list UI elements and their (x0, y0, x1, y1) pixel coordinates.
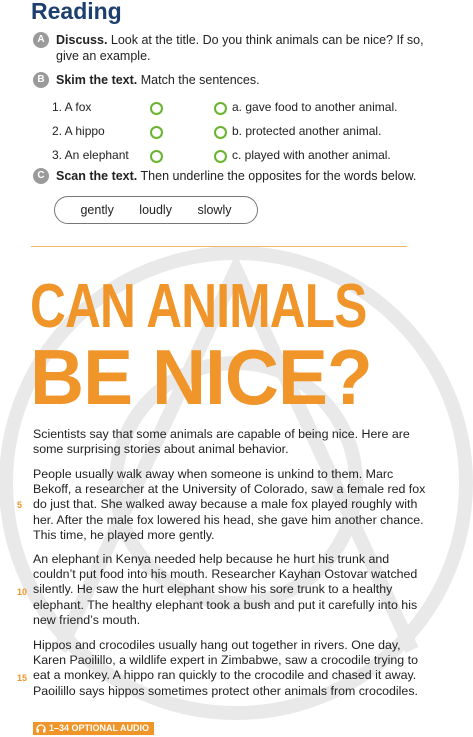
word-gently[interactable]: gently (80, 203, 114, 217)
divider (31, 246, 407, 247)
task-b-badge: B (33, 72, 49, 88)
match-row-2 (52, 124, 452, 140)
task-b-text: Match the sentences. (137, 73, 260, 87)
match-circle-left-1[interactable] (150, 102, 163, 115)
headphones-icon (36, 724, 46, 733)
word-loudly[interactable]: loudly (139, 203, 172, 217)
match-left-3: 3. An elephant (52, 148, 129, 162)
match-right-c: c. played with another animal. (232, 148, 391, 162)
task-b (33, 72, 433, 88)
article-intro: Scientists say that some animals are capable of being nice. Here are some surprising stories about animal behavior. (33, 427, 410, 457)
article-paragraph-3: Hippos and crocodiles usually hang out together in rivers. One day, Karen Paoilillo, a wildlife expert in Zimbabwe, saw a crocodile trying to eat a monkey. A hippo ran quickly to the crocodile and chased it away. Paoilillo says hippos sometimes protect other animals from crocodiles. (33, 638, 418, 698)
match-row-1 (52, 100, 452, 116)
match-circle-right-a[interactable] (214, 102, 227, 115)
article-paragraph-1: People usually walk away when someone is unkind to them. Marc Bekoff, a researcher at the University of Colorado, saw a female red fox do just that. She walked away because a male fox played roughly with her. After the male fox lowered his head, she gave him another chance. This time, he played more gently. (33, 467, 426, 542)
article-title-line2: BE NICE? (30, 333, 372, 421)
task-b-bold: Skim the text. (56, 73, 138, 87)
match-right-a: a. gave food to another animal. (232, 100, 398, 114)
section-heading: Reading (31, 0, 122, 24)
match-row-3 (52, 148, 452, 164)
match-circle-right-b[interactable] (214, 126, 227, 139)
match-circle-left-2[interactable] (150, 126, 163, 139)
line-number-10: 10 (17, 587, 28, 597)
audio-label: 1–34 OPTIONAL AUDIO (49, 723, 150, 733)
article-paragraph-2: An elephant in Kenya needed help because he hurt his trunk and couldn’t put food into his mouth. Researcher Kayhan Ostovar watched silently. He saw the hurt elephant show his sore trunk to a healthy elephant. The healthy elephant took a bush and put it carefully into his new friend’s mouth. (33, 552, 418, 627)
task-a-text: Look at the title. Do you think animals can be nice? If so, give an example. (56, 33, 424, 63)
task-c (33, 168, 438, 184)
match-circle-right-c[interactable] (214, 150, 227, 163)
audio-button[interactable] (33, 722, 154, 735)
match-circle-left-3[interactable] (150, 150, 163, 163)
match-left-1: 1. A fox (52, 100, 92, 114)
word-box (54, 196, 258, 224)
match-left-2: 2. A hippo (52, 124, 105, 138)
task-c-text: Then underline the opposites for the words below. (137, 169, 417, 183)
task-a-badge: A (33, 32, 49, 48)
task-a-bold: Discuss. (56, 33, 108, 47)
task-c-bold: Scan the text. (56, 169, 138, 183)
line-number-15: 15 (17, 673, 28, 683)
task-c-badge: C (33, 168, 49, 184)
task-a (33, 32, 433, 64)
article-title-line1: CAN ANIMALS (30, 272, 367, 341)
match-right-b: b. protected another animal. (232, 124, 382, 138)
line-number-5: 5 (17, 500, 23, 510)
word-slowly[interactable]: slowly (197, 203, 232, 217)
